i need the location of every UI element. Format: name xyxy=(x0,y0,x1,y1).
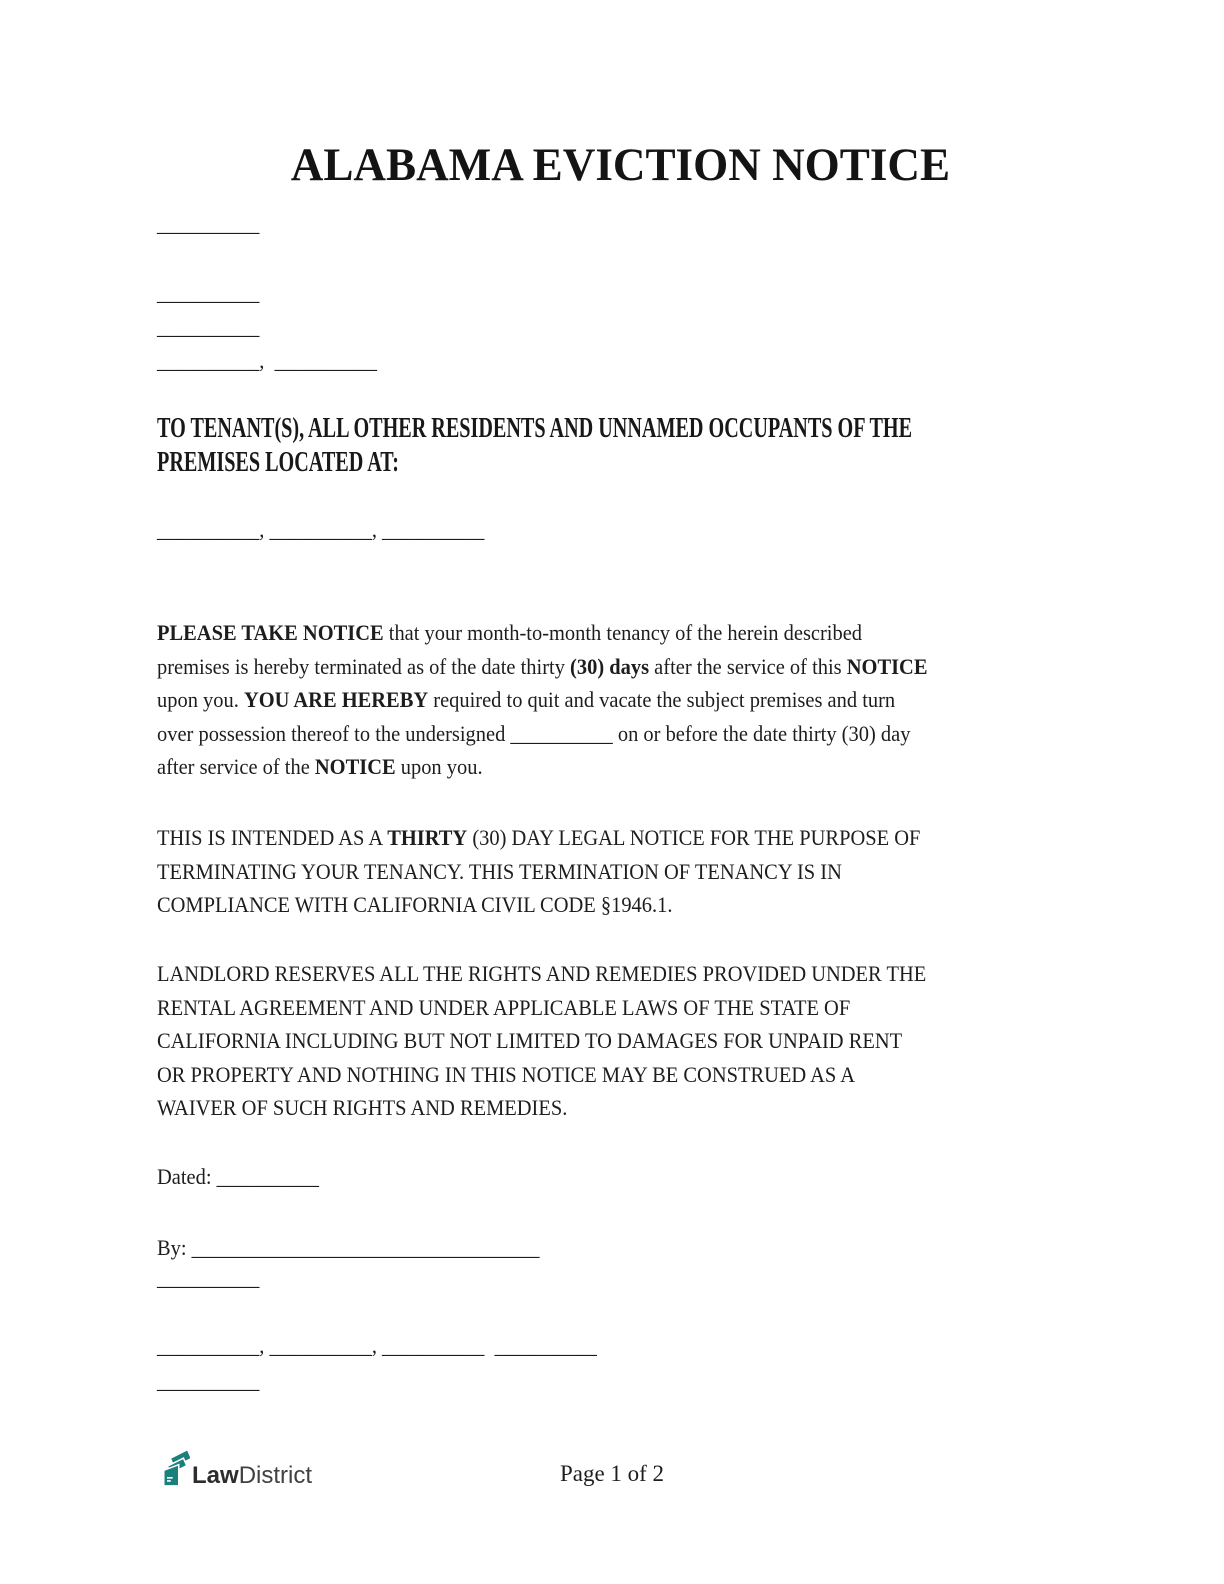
brand-district-text: District xyxy=(238,1462,313,1489)
text-line: COMPLIANCE WITH CALIFORNIA CIVIL CODE §1946.1. xyxy=(157,892,673,917)
text-line: LANDLORD RESERVES ALL THE RIGHTS AND REMEDIES PROVIDED UNDER THE xyxy=(157,961,927,986)
tenant-address-blanks: __________, __________, __________ xyxy=(157,517,485,542)
text-line: TERMINATING YOUR TENANCY. THIS TERMINATION OF TENANCY IS IN xyxy=(157,858,842,884)
text-line: WAIVER OF SUCH RIGHTS AND REMEDIES. xyxy=(157,1095,568,1120)
text-line: premises is hereby terminated as of the date thirty (30) days after the service of this NOTICE xyxy=(157,653,928,679)
landlord-name-blank: __________ xyxy=(157,211,260,236)
text-line: PLEASE TAKE NOTICE that your month-to-month tenancy of the herein described xyxy=(157,620,863,645)
dated-line: Dated: __________ xyxy=(157,1164,319,1189)
text-line: CALIFORNIA INCLUDING BUT NOT LIMITED TO DAMAGES FOR UNPAID RENT xyxy=(157,1028,903,1053)
page-title-text: ALABAMA EVICTION NOTICE xyxy=(290,139,950,191)
signer-final-blank: __________ xyxy=(157,1368,260,1393)
signer-address-blanks: __________, __________, __________ __________ xyxy=(157,1333,597,1358)
tenant-heading xyxy=(157,412,912,479)
brand-law-text: Law xyxy=(192,1462,239,1489)
text-line: after service of the NOTICE upon you. xyxy=(157,754,483,779)
text-line: OR PROPERTY AND NOTHING IN THIS NOTICE MAY BE CONSTRUED AS A xyxy=(157,1061,856,1087)
landlord-address-blank-2: __________ xyxy=(157,314,260,339)
landlord-address-blank-1: __________ xyxy=(157,280,260,305)
text-line: over possession thereof to the undersigned __________ on or before the date thirty (30) day xyxy=(157,720,911,746)
text-line: RENTAL AGREEMENT AND UNDER APPLICABLE LAWS OF THE STATE OF xyxy=(157,994,851,1020)
text-line: PREMISES LOCATED AT: xyxy=(157,446,399,478)
rights-paragraph xyxy=(157,957,926,1125)
landlord-city-state-blanks: __________, __________ xyxy=(157,348,377,373)
termination-paragraph xyxy=(157,821,920,922)
text-line: upon you. YOU ARE HEREBY required to quit and vacate the subject premises and turn xyxy=(157,687,896,712)
notice-paragraph xyxy=(157,616,927,784)
signature-name-blank: __________ xyxy=(157,1265,260,1290)
text-line: THIS IS INTENDED AS A THIRTY (30) DAY LEGAL NOTICE FOR THE PURPOSE OF xyxy=(157,825,921,850)
page-title xyxy=(0,124,1224,207)
by-signature-line: By: __________________________________ xyxy=(157,1235,540,1260)
text-line: TO TENANT(S), ALL OTHER RESIDENTS AND UNNAMED OCCUPANTS OF THE xyxy=(157,413,913,444)
page-number: Page 1 of 2 xyxy=(559,1461,665,1486)
